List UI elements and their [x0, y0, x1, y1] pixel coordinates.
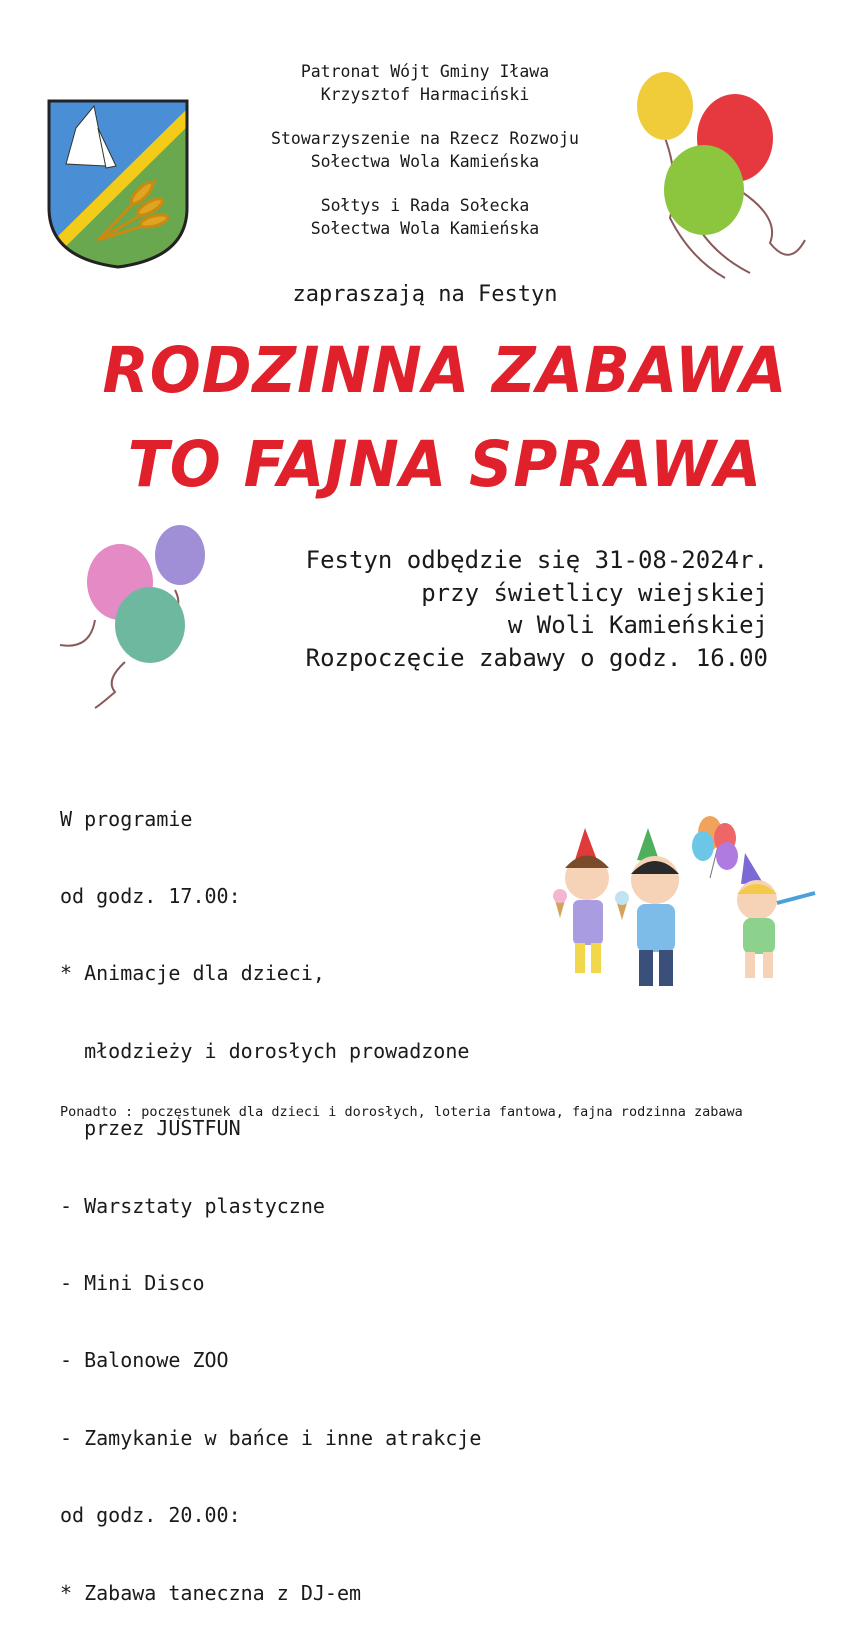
children-party-illustration — [545, 808, 835, 998]
patronage-block — [200, 60, 650, 261]
patronage-group — [200, 60, 650, 106]
patronage-line: Patronat Wójt Gminy Iława — [300, 62, 550, 81]
patronage-line: Sołectwa Wola Kamieńska — [310, 219, 540, 238]
details-line: przy świetlicy wiejskiej — [421, 578, 768, 607]
patronage-group — [200, 127, 650, 173]
details-line: w Woli Kamieńskiej — [507, 611, 768, 639]
program-line: - Warsztaty plastyczne — [60, 1193, 325, 1218]
program-line: * Animacje dla dzieci, — [60, 961, 325, 986]
program-list — [60, 755, 481, 1632]
footer-note: Ponadto : poczęstunek dla dzieci i dorosłych, loteria fantowa, fajna rodzinna zabawa — [60, 1104, 743, 1120]
balloons-top-icon — [630, 68, 815, 288]
program-line: od godz. 17.00: — [60, 883, 241, 908]
program-line: - Zamykanie w bańce i inne atrakcje — [60, 1425, 482, 1450]
program-line: młodzieży i dorosłych prowadzone — [60, 1038, 470, 1063]
details-line: Rozpoczęcie zabawy o godz. 16.00 — [305, 643, 768, 672]
patronage-line: Krzysztof Harmaciński — [320, 85, 530, 104]
patronage-line: Stowarzyszenie na Rzecz Rozwoju — [271, 129, 579, 148]
program-line: przez JUSTFUN — [60, 1116, 241, 1141]
program-line: - Mini Disco — [60, 1270, 205, 1295]
program-line: * Zabawa taneczna z DJ-em — [60, 1580, 362, 1605]
patronage-line: Sołtys i Rada Sołecka — [320, 196, 530, 215]
patronage-line: Sołectwa Wola Kamieńska — [310, 152, 540, 171]
program-line: od godz. 20.00: — [60, 1503, 241, 1528]
invite-text: zapraszają na Festyn — [292, 282, 558, 307]
event-title-line-2: TO FAJNA SPRAWA — [127, 428, 763, 502]
details-line: Festyn odbędzie się 31-08-2024r. — [305, 546, 768, 574]
patronage-group — [200, 194, 650, 240]
balloons-left-icon — [55, 520, 215, 710]
program-line: - Balonowe ZOO — [60, 1348, 229, 1373]
event-details — [306, 544, 768, 674]
event-title-line-1: RODZINNA ZABAWA — [102, 334, 788, 408]
program-line: W programie — [60, 806, 193, 831]
coat-of-arms-icon — [46, 98, 190, 270]
